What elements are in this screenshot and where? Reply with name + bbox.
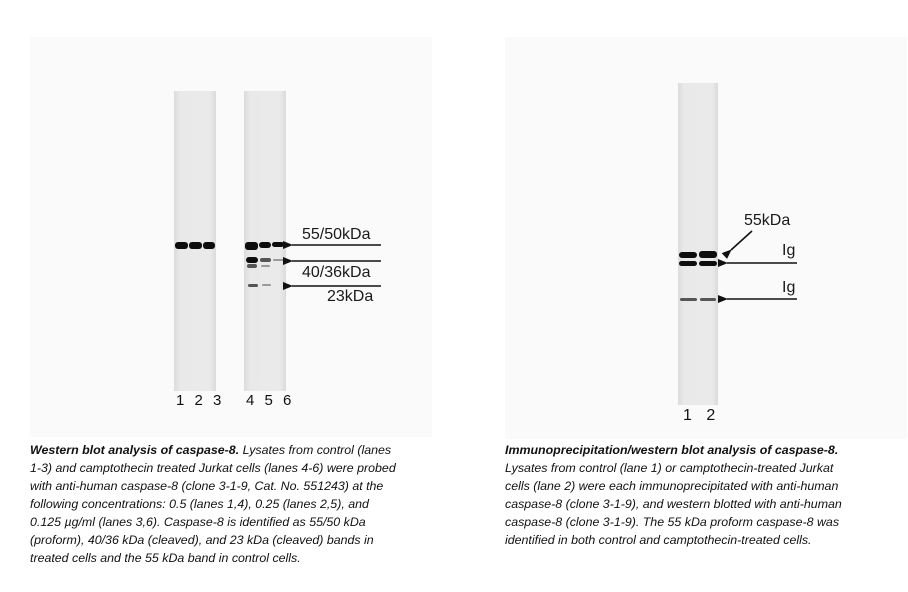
- arrow-55kda-diagonal: [731, 231, 752, 250]
- label-55-50kda: 55/50kDa: [302, 226, 371, 243]
- right-caption-title: Immunoprecipitation/western blot analysis of caspase-8.: [505, 443, 839, 457]
- label-23kda: 23kDa: [327, 288, 374, 305]
- lane-labels-1-3: 1 2 3: [176, 392, 225, 409]
- left-caption-body: Lysates from control (lanes 1-3) and camptothecin treated Jurkat cells (lanes 4-6) were probed with anti-human caspase-8 (clone 3-1-9, Cat. No. 551243) at the following concentrations: 0.5 (lanes 1,4), 0.25 (lanes 2,5), and 0.125 µg/ml (lanes 3,6). Caspase-8 is identified as 55/50 kDa (proform), 40/36 kDa (cleaved), and 23 kDa (cleaved) bands in treated cells and the 55 kDa band in control cells.: [30, 443, 396, 565]
- right-figure-caption: [505, 441, 861, 549]
- lane-labels-1-2: 1 2: [683, 407, 721, 424]
- label-40-36kda: 40/36kDa: [302, 264, 371, 281]
- label-55kda: 55kDa: [744, 212, 791, 229]
- label-ig-heavy: Ig: [782, 242, 796, 259]
- left-caption-title: Western blot analysis of caspase-8.: [30, 443, 240, 457]
- right-caption-body: Lysates from control (lane 1) or camptothecin-treated Jurkat cells (lane 2) were each immunoprecipitated with anti-human caspase-8 (clone 3-1-9), and western blotted with anti-human caspase-8 (clone 3-1-9). The 55 kDa proform caspase-8 was identified in both control and camptothecin-treated cells.: [505, 461, 842, 547]
- left-figure-caption: [30, 441, 402, 567]
- lane-labels-4-6: 4 5 6: [246, 392, 295, 409]
- label-ig-light: Ig: [782, 279, 796, 296]
